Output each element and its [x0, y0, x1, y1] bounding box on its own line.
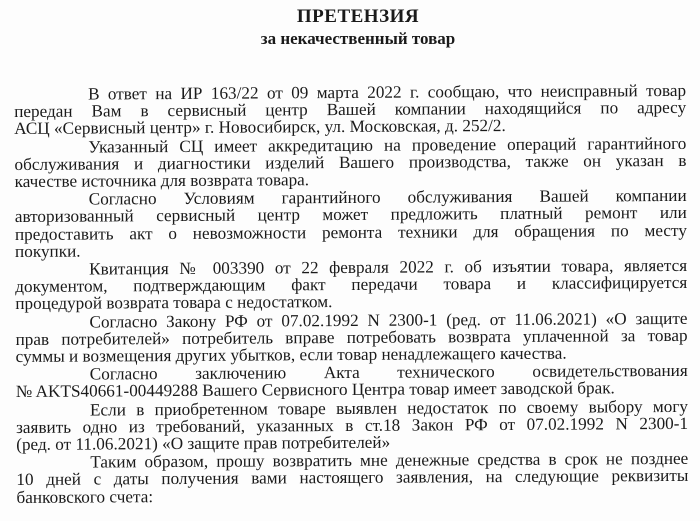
document-subtitle: за некачественный товар: [260, 29, 456, 48]
paragraph-line: передан Вам в сервисный центр Вашей компании находящийся по адресу: [14, 98, 687, 122]
paragraph-line: документом, подтверждающим факт передачи товара и классифицируется: [15, 273, 688, 297]
paragraph-line: заявить одно из требований, указанных в ст.18 Закон РФ от 07.02.1992 N 2300-1: [16, 413, 689, 437]
paragraph-return-notice: [14, 82, 686, 138]
paragraph-line: процедурой возврата товара с недостатком.: [15, 292, 333, 314]
paragraph-warranty-terms: [15, 187, 687, 260]
paragraph-line: предоставить акт о невозможности ремонта техники для обращения по месту: [14, 220, 687, 244]
paragraph-line: В ответ на ИР 163/22 от 09 марта 2022 г. сообщаю, что неисправный товар: [87, 80, 687, 104]
paragraph-receipt: [15, 257, 687, 313]
paragraph-line: Если в приобретенном товаре выявлен недостаток по своему выбору могу: [89, 396, 689, 420]
paragraph-line: Согласно заключению Акта технического освидетельствования: [89, 361, 688, 384]
paragraph-line: № AKTS40661-00449288 Вашего Сервисного Центра товар имеет заводской брак.: [15, 378, 615, 402]
paragraph-line: прав потребителей» потребитель вправе потребовать возврата уплаченной за товар: [15, 325, 688, 349]
paragraph-line: покупки.: [14, 241, 81, 261]
paragraph-line: Указанный СЦ имеет аккредитацию на проведение операций гарантийного: [88, 133, 687, 157]
paragraph-line: 10 дней с даты получения вами настоящего заявления, на следующие реквизиты: [16, 466, 689, 490]
paragraph-line: качестве источника для возврата товара.: [14, 170, 310, 192]
document-body: [14, 82, 689, 507]
paragraph-line: суммы и возмещения других убытков, если товар ненадлежащего качества.: [15, 343, 567, 367]
document-title: ПРЕТЕНЗИЯ: [296, 6, 420, 27]
paragraph-consumer-law: [15, 310, 687, 366]
paragraph-line: Таким образом, прошу возвратить мне денежные средства в срок не позднее: [90, 449, 689, 472]
paragraph-refund-request: [16, 450, 688, 506]
paragraph-technical-act: [16, 362, 688, 401]
paragraph-defect-claim: [16, 398, 688, 454]
paragraph-line: Согласно Условиям гарантийного обслуживания Вашей компании: [88, 186, 687, 209]
paragraph-service-center: [14, 135, 686, 191]
paragraph-line: Согласно Закону РФ от 07.02.1992 N 2300-1 (ред. от 11.06.2021) «О защите: [89, 308, 688, 332]
paragraph-line: банковского счета:: [16, 486, 154, 507]
paragraph-line: авторизованный сервисный центр может предложить платный ремонт или: [14, 203, 687, 227]
paragraph-line: (ред. от 11.06.2021) «О защите прав потребителей»: [16, 432, 391, 455]
paragraph-line: Квитанция № 003390 от 22 февраля 2022 г. об изъятии товара, является: [89, 255, 688, 279]
paragraph-line: АСЦ «Сервисный центр» г. Новосибирск, ул. Московская, д. 252/2.: [14, 116, 506, 139]
paragraph-line: обслуживания и диагностики изделий Вашего производства, также он указан в: [14, 150, 687, 174]
